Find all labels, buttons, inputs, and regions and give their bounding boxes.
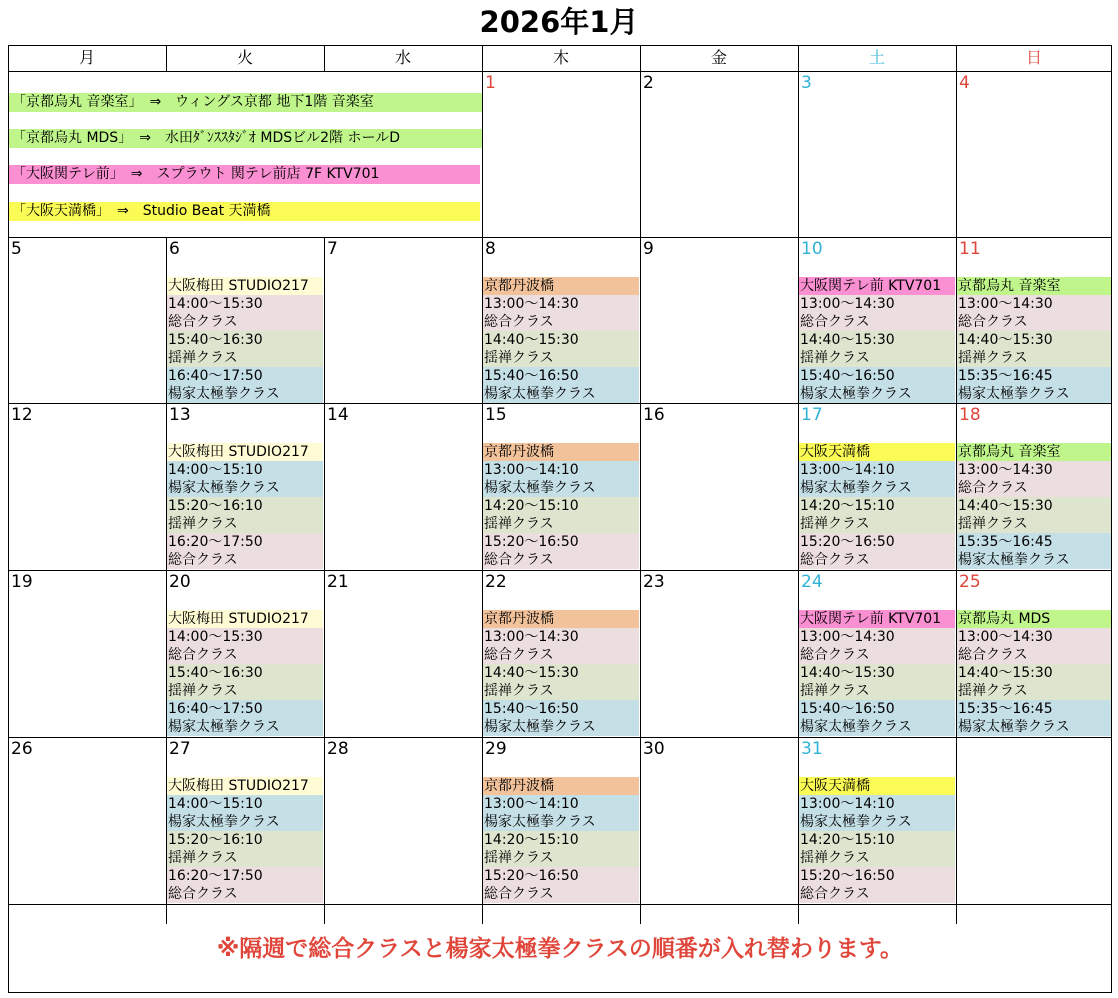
day-cell: [8, 737, 166, 904]
class-slot: [799, 664, 955, 700]
class-name: 揺禅クラス: [484, 350, 554, 366]
class-name: 総合クラス: [168, 647, 238, 663]
class-name: 楊家太極拳クラス: [484, 386, 596, 402]
class-name: 揺禅クラス: [484, 850, 554, 866]
day-cell: [482, 403, 640, 570]
day-cell: [798, 570, 956, 737]
class-time: 15:20〜16:50: [484, 534, 579, 550]
day-number: 18: [959, 405, 981, 425]
class-slot: [167, 700, 323, 736]
class-time: 16:40〜17:50: [168, 701, 263, 717]
grid-line: [640, 237, 641, 904]
class-time: 15:40〜16:50: [800, 368, 895, 384]
legend-item: 「大阪関テレ前」 ⇒ スプラウト 関テレ前店 7F KTV701: [8, 165, 480, 184]
weekday-header: 火: [236, 48, 253, 67]
weekday-header: 水: [394, 48, 411, 67]
grid-line: [324, 237, 325, 904]
class-time: 15:20〜16:10: [168, 498, 263, 514]
class-time: 14:40〜15:30: [484, 665, 579, 681]
class-name: 揺禅クラス: [168, 850, 238, 866]
class-time: 13:00〜14:30: [484, 296, 579, 312]
grid-line: [8, 992, 1112, 993]
grid-line: [956, 45, 957, 71]
class-time: 13:00〜14:30: [958, 462, 1053, 478]
class-name: 楊家太極拳クラス: [168, 814, 280, 830]
class-time: 15:20〜16:10: [168, 832, 263, 848]
day-number: 20: [169, 572, 191, 592]
class-slot: [167, 367, 323, 403]
grid-line: [166, 237, 167, 904]
day-number: 23: [643, 572, 665, 592]
class-slot: [957, 664, 1111, 700]
day-number: 6: [169, 239, 180, 259]
venue-label: 大阪天満橋: [799, 777, 955, 795]
class-time: 15:40〜16:30: [168, 665, 263, 681]
day-cell: [482, 737, 640, 904]
class-time: 14:40〜15:30: [800, 665, 895, 681]
class-time: 14:40〜15:30: [800, 332, 895, 348]
day-cell: [640, 403, 798, 570]
legend-item: 「大阪天満橋」 ⇒ Studio Beat 天満橋: [8, 202, 480, 221]
grid-line: [8, 737, 1112, 738]
class-name: 総合クラス: [168, 552, 238, 568]
class-name: 楊家太極拳クラス: [800, 480, 912, 496]
class-name: 楊家太極拳クラス: [484, 719, 596, 735]
footer-note: ※隔週で総合クラスと楊家太極拳クラスの順番が入れ替わります。: [216, 936, 904, 962]
class-slot: [799, 533, 955, 569]
day-cell: [324, 403, 482, 570]
day-number: 4: [959, 73, 970, 93]
class-name: 総合クラス: [484, 314, 554, 330]
class-name: 楊家太極拳クラス: [958, 552, 1070, 568]
class-slot: [483, 461, 639, 497]
grid-line: [8, 237, 1112, 238]
class-slot: [799, 367, 955, 403]
grid-line: [956, 71, 957, 237]
class-slot: [167, 795, 323, 831]
grid-line: [482, 45, 483, 71]
class-name: 揺禅クラス: [958, 350, 1028, 366]
day-cell: [8, 570, 166, 737]
class-time: 14:20〜15:10: [800, 498, 895, 514]
day-number: 31: [801, 739, 823, 759]
class-slot: [799, 295, 955, 331]
grid-line: [8, 570, 1112, 571]
class-name: 揺禅クラス: [800, 683, 870, 699]
grid-line: [798, 45, 799, 71]
class-time: 15:40〜16:50: [484, 368, 579, 384]
day-number: 16: [643, 405, 665, 425]
class-slot: [957, 367, 1111, 403]
class-slot: [167, 664, 323, 700]
class-time: 16:20〜17:50: [168, 534, 263, 550]
venue-label: 大阪梅田 STUDIO217: [167, 277, 323, 295]
class-slot: [167, 867, 323, 903]
class-slot: [957, 331, 1111, 367]
day-cell: [956, 71, 1112, 237]
class-name: 楊家太極拳クラス: [168, 386, 280, 402]
class-slot: [483, 700, 639, 736]
grid-line: [8, 45, 1112, 46]
weekday-header: 木: [552, 48, 569, 67]
day-cell: [640, 737, 798, 904]
grid-line: [482, 904, 483, 924]
grid-line: [166, 904, 167, 924]
class-name: 総合クラス: [484, 886, 554, 902]
day-cell: [8, 237, 166, 403]
venue-label: 大阪梅田 STUDIO217: [167, 610, 323, 628]
day-cell: [166, 570, 324, 737]
class-time: 15:40〜16:30: [168, 332, 263, 348]
day-cell: [166, 403, 324, 570]
class-time: 16:40〜17:50: [168, 368, 263, 384]
class-name: 揺禅クラス: [168, 516, 238, 532]
grid-line: [1111, 45, 1112, 993]
class-time: 13:00〜14:10: [800, 462, 895, 478]
day-cell: [640, 570, 798, 737]
grid-line: [640, 904, 641, 924]
class-name: 楊家太極拳クラス: [800, 719, 912, 735]
venue-label: 京都丹波橋: [483, 277, 639, 295]
day-cell: [640, 237, 798, 403]
class-slot: [957, 700, 1111, 736]
day-number: 25: [959, 572, 981, 592]
venue-label: 大阪天満橋: [799, 443, 955, 461]
venue-label: 京都烏丸 MDS: [957, 610, 1111, 628]
venue-label: 大阪関テレ前 KTV701: [799, 610, 955, 628]
class-time: 14:40〜15:30: [958, 332, 1053, 348]
grid-line: [166, 45, 167, 71]
class-name: 総合クラス: [800, 314, 870, 330]
day-cell: [482, 237, 640, 403]
calendar-grid: [8, 45, 1112, 993]
day-cell: [640, 71, 798, 237]
day-number: 1: [485, 73, 496, 93]
class-name: 揺禅クラス: [484, 683, 554, 699]
legend-item: 「京都烏丸 MDS」 ⇒ 水田ﾀﾞﾝｽｽﾀｼﾞｵ MDSビル2階 ホールD: [8, 129, 482, 148]
day-number: 22: [485, 572, 507, 592]
day-cell: [482, 570, 640, 737]
day-number: 8: [485, 239, 496, 259]
grid-line: [798, 71, 799, 237]
day-number: 9: [643, 239, 654, 259]
class-time: 16:20〜17:50: [168, 868, 263, 884]
day-number: 21: [327, 572, 349, 592]
class-name: 総合クラス: [958, 314, 1028, 330]
day-cell: [798, 403, 956, 570]
weekday-header: 月: [78, 48, 95, 67]
class-slot: [483, 497, 639, 533]
day-number: 30: [643, 739, 665, 759]
class-name: 揺禅クラス: [800, 516, 870, 532]
class-slot: [483, 664, 639, 700]
day-number: 27: [169, 739, 191, 759]
class-slot: [167, 533, 323, 569]
class-slot: [799, 867, 955, 903]
day-cell: [956, 403, 1112, 570]
class-time: 13:00〜14:30: [800, 629, 895, 645]
class-slot: [799, 700, 955, 736]
day-cell: [798, 71, 956, 237]
grid-line: [8, 904, 1112, 905]
class-slot: [167, 295, 323, 331]
class-name: 総合クラス: [800, 647, 870, 663]
day-cell: [324, 237, 482, 403]
class-time: 13:00〜14:10: [800, 796, 895, 812]
class-time: 13:00〜14:30: [958, 629, 1053, 645]
class-name: 揺禅クラス: [958, 683, 1028, 699]
class-time: 15:20〜16:50: [800, 534, 895, 550]
grid-line: [482, 237, 483, 904]
class-time: 15:20〜16:50: [800, 868, 895, 884]
grid-line: [956, 904, 957, 924]
class-name: 総合クラス: [168, 886, 238, 902]
class-slot: [483, 795, 639, 831]
class-time: 14:40〜15:30: [484, 332, 579, 348]
class-name: 楊家太極拳クラス: [958, 386, 1070, 402]
class-name: 総合クラス: [958, 480, 1028, 496]
class-name: 楊家太極拳クラス: [800, 814, 912, 830]
class-slot: [799, 497, 955, 533]
class-slot: [957, 497, 1111, 533]
class-time: 14:00〜15:10: [168, 462, 263, 478]
venue-label: 京都丹波橋: [483, 777, 639, 795]
class-time: 13:00〜14:30: [800, 296, 895, 312]
class-name: 楊家太極拳クラス: [484, 480, 596, 496]
day-number: 2: [643, 73, 654, 93]
day-cell: [324, 737, 482, 904]
venue-label: 大阪梅田 STUDIO217: [167, 777, 323, 795]
venue-label: 京都丹波橋: [483, 443, 639, 461]
class-slot: [483, 331, 639, 367]
grid-line: [8, 45, 9, 993]
grid-line: [798, 904, 799, 924]
day-cell: [166, 237, 324, 403]
weekday-header: 金: [710, 48, 727, 67]
class-time: 13:00〜14:10: [484, 462, 579, 478]
class-slot: [957, 628, 1111, 664]
class-time: 13:00〜14:10: [484, 796, 579, 812]
class-name: 楊家太極拳クラス: [800, 386, 912, 402]
class-time: 14:40〜15:30: [958, 498, 1053, 514]
class-name: 揺禅クラス: [168, 683, 238, 699]
class-name: 揺禅クラス: [168, 350, 238, 366]
class-slot: [483, 295, 639, 331]
class-slot: [483, 831, 639, 867]
class-time: 15:35〜16:45: [958, 368, 1053, 384]
class-slot: [957, 461, 1111, 497]
class-name: 楊家太極拳クラス: [958, 719, 1070, 735]
day-number: 14: [327, 405, 349, 425]
class-slot: [483, 533, 639, 569]
venue-label: 京都烏丸 音楽室: [957, 443, 1111, 461]
day-number: 10: [801, 239, 823, 259]
class-time: 15:40〜16:50: [800, 701, 895, 717]
day-cell: [324, 570, 482, 737]
legend-item: 「京都烏丸 音楽室」 ⇒ ウィングス京都 地下1階 音楽室: [8, 93, 482, 112]
day-number: 15: [485, 405, 507, 425]
class-slot: [799, 628, 955, 664]
grid-line: [8, 403, 1112, 404]
class-slot: [483, 867, 639, 903]
class-slot: [167, 461, 323, 497]
class-name: 揺禅クラス: [800, 850, 870, 866]
day-number: 24: [801, 572, 823, 592]
day-number: 12: [11, 405, 33, 425]
class-time: 15:35〜16:45: [958, 534, 1053, 550]
grid-line: [8, 71, 1112, 72]
class-name: 楊家太極拳クラス: [484, 814, 596, 830]
day-cell: [166, 737, 324, 904]
grid-line: [798, 237, 799, 904]
class-time: 14:20〜15:10: [484, 832, 579, 848]
grid-line: [482, 71, 483, 237]
venue-label: 大阪梅田 STUDIO217: [167, 443, 323, 461]
day-number: 13: [169, 405, 191, 425]
class-time: 14:20〜15:10: [800, 832, 895, 848]
grid-line: [640, 45, 641, 71]
class-slot: [799, 795, 955, 831]
venue-label: 京都丹波橋: [483, 610, 639, 628]
class-slot: [799, 461, 955, 497]
class-slot: [957, 295, 1111, 331]
grid-line: [640, 71, 641, 237]
grid-line: [324, 904, 325, 924]
class-name: 総合クラス: [800, 886, 870, 902]
day-number: 26: [11, 739, 33, 759]
day-cell: [956, 237, 1112, 403]
class-time: 15:40〜16:50: [484, 701, 579, 717]
day-number: 11: [959, 239, 981, 259]
class-slot: [167, 628, 323, 664]
weekday-header: 日: [1025, 48, 1042, 67]
class-name: 総合クラス: [800, 552, 870, 568]
class-name: 総合クラス: [484, 647, 554, 663]
day-number: 19: [11, 572, 33, 592]
grid-line: [324, 45, 325, 71]
class-slot: [167, 831, 323, 867]
class-time: 13:00〜14:30: [484, 629, 579, 645]
class-slot: [799, 831, 955, 867]
class-time: 15:35〜16:45: [958, 701, 1053, 717]
weekday-header: 土: [868, 48, 885, 67]
class-time: 14:00〜15:30: [168, 296, 263, 312]
day-number: 5: [11, 239, 22, 259]
day-cell: [798, 237, 956, 403]
day-number: 17: [801, 405, 823, 425]
class-name: 楊家太極拳クラス: [168, 480, 280, 496]
class-slot: [957, 533, 1111, 569]
class-name: 揺禅クラス: [800, 350, 870, 366]
class-name: 総合クラス: [484, 552, 554, 568]
class-name: 総合クラス: [168, 314, 238, 330]
day-cell: [798, 737, 956, 904]
day-number: 29: [485, 739, 507, 759]
class-time: 13:00〜14:30: [958, 296, 1053, 312]
class-slot: [483, 628, 639, 664]
day-cell: [8, 403, 166, 570]
day-cell: [956, 570, 1112, 737]
class-slot: [167, 331, 323, 367]
class-name: 揺禅クラス: [958, 516, 1028, 532]
grid-line: [956, 237, 957, 904]
class-name: 揺禅クラス: [484, 516, 554, 532]
day-number: 3: [801, 73, 812, 93]
class-time: 14:40〜15:30: [958, 665, 1053, 681]
day-cell: [482, 71, 640, 237]
class-slot: [483, 367, 639, 403]
class-name: 総合クラス: [958, 647, 1028, 663]
class-name: 楊家太極拳クラス: [168, 719, 280, 735]
class-time: 14:20〜15:10: [484, 498, 579, 514]
day-cell: [956, 737, 1112, 904]
venue-label: 京都烏丸 音楽室: [957, 277, 1111, 295]
class-slot: [799, 331, 955, 367]
venue-label: 大阪関テレ前 KTV701: [799, 277, 955, 295]
class-time: 14:00〜15:10: [168, 796, 263, 812]
day-number: 7: [327, 239, 338, 259]
day-number: 28: [327, 739, 349, 759]
class-time: 15:20〜16:50: [484, 868, 579, 884]
class-time: 14:00〜15:30: [168, 629, 263, 645]
calendar-title: 2026年1月: [479, 5, 639, 39]
class-slot: [167, 497, 323, 533]
